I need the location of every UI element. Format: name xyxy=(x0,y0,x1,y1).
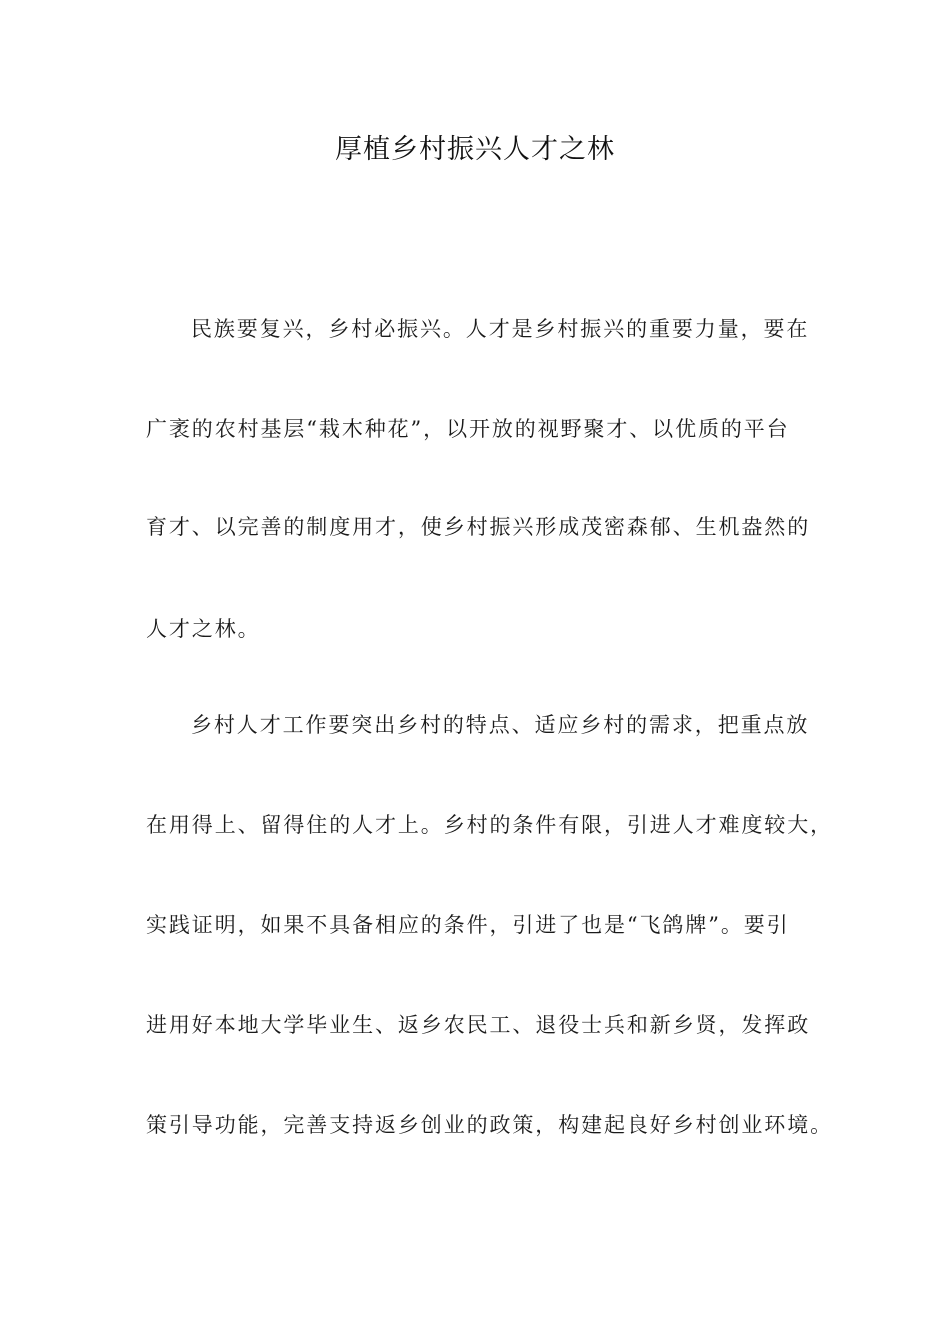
paragraph-line: 进用好本地大学毕业生、返乡农民工、退役士兵和新乡贤，发挥政 xyxy=(146,1013,811,1037)
paragraph-line: 育才、以完善的制度用才，使乡村振兴形成茂密森郁、生机盎然的 xyxy=(146,515,811,539)
paragraph-line: 实践证明，如果不具备相应的条件，引进了也是“飞鸽牌”。要引 xyxy=(146,913,790,937)
paragraph-line: 在用得上、留得住的人才上。乡村的条件有限，引进人才难度较大， xyxy=(146,813,833,837)
paragraph-line: 乡村人才工作要突出乡村的特点、适应乡村的需求，把重点放 xyxy=(191,713,810,737)
paragraph-line: 人才之林。 xyxy=(146,617,261,641)
paragraph-line: 广袤的农村基层“栽木种花”，以开放的视野聚才、以优质的平台 xyxy=(146,417,790,441)
paragraph-line: 民族要复兴，乡村必振兴。人才是乡村振兴的重要力量，要在 xyxy=(191,317,810,341)
document-title: 厚植乡村振兴人才之林 xyxy=(335,134,615,165)
paragraph-line: 策引导功能，完善支持返乡创业的政策，构建起良好乡村创业环境。 xyxy=(146,1113,833,1137)
